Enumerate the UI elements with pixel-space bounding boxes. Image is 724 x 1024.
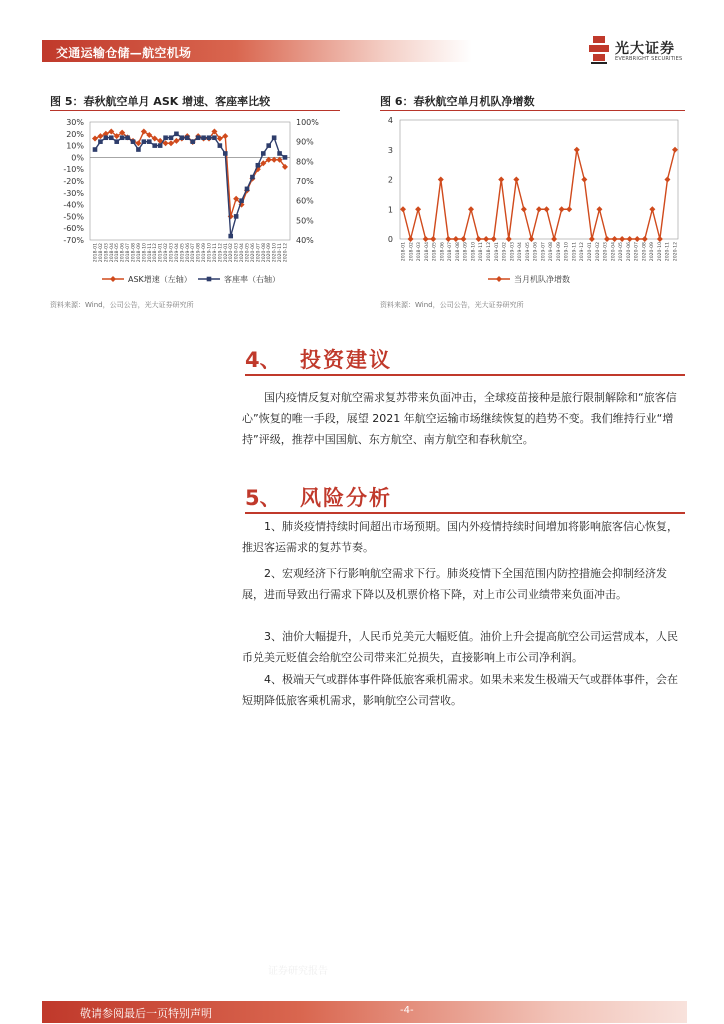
figure5-rule <box>50 110 340 111</box>
data-point <box>544 206 550 212</box>
section4-paragraph: 国内疫情反复对航空需求复苏带来负面冲击，全球疫苗接种是旅行限制解除和“旅客信心”恢复的唯一手段，展望 2021 年航空运输市场继续恢复的趋势不变。我们维持行业“增持”评级，推荐中国国航、东方航空、南方航空和春秋航空。 <box>242 391 677 446</box>
y-tick-label: 2 <box>387 175 393 185</box>
x-tick-label: 2019-09 <box>202 243 208 263</box>
data-point <box>283 155 288 160</box>
x-tick-label: 2018-12 <box>486 242 492 262</box>
data-point <box>551 236 557 242</box>
x-tick-label: 2018-04 <box>109 243 115 263</box>
x-tick-label: 2020-10 <box>272 243 278 263</box>
data-point <box>277 151 282 156</box>
data-point <box>453 236 459 242</box>
right-axis-tick-label: 40% <box>296 236 314 245</box>
x-tick-label: 2018-01 <box>93 243 99 263</box>
x-tick-label: 2019-10 <box>207 243 213 263</box>
x-tick-label: 2018-11 <box>147 243 153 263</box>
x-tick-label: 2018-05 <box>115 243 121 263</box>
x-tick-label: 2020-10 <box>657 242 663 262</box>
series-line-1 <box>95 131 285 216</box>
data-point <box>513 177 519 183</box>
data-point <box>234 214 239 219</box>
x-tick-label: 2019-03 <box>510 242 516 262</box>
data-point <box>250 175 255 180</box>
left-axis-tick-label: -70% <box>63 236 84 245</box>
data-point <box>649 206 655 212</box>
data-point <box>169 135 174 140</box>
x-tick-label: 2020-01 <box>223 243 229 263</box>
x-tick-label: 2018-08 <box>455 242 461 262</box>
x-tick-label: 2020-09 <box>650 242 656 262</box>
data-point <box>604 236 610 242</box>
figure6-source: 资料来源：Wind，公司公告，光大证券研究所 <box>380 301 524 309</box>
x-tick-label: 2018-12 <box>153 243 159 263</box>
right-axis-tick-label: 100% <box>296 118 319 127</box>
figure6-rule <box>380 110 685 111</box>
x-tick-label: 2019-12 <box>218 243 224 263</box>
x-tick-label: 2019-08 <box>549 242 555 262</box>
data-point <box>657 236 663 242</box>
left-axis-tick-label: 20% <box>66 129 84 139</box>
x-tick-label: 2020-02 <box>595 242 601 262</box>
data-point <box>104 135 109 140</box>
x-tick-label: 2019-11 <box>212 243 218 263</box>
risk-item-1: 1、肺炎疫情持续时间超出市场预期。国内外疫情持续时间增加将影响旅客信心恢复，推迟客运需求的复苏节奏。 <box>242 520 678 554</box>
data-point <box>445 236 451 242</box>
left-axis-tick-label: -20% <box>63 177 84 186</box>
data-point <box>460 236 466 242</box>
x-tick-label: 2020-05 <box>619 242 625 262</box>
x-tick-label: 2019-10 <box>564 242 570 262</box>
data-point <box>506 236 512 242</box>
figure5-source: 资料来源：Wind，公司公告，光大证券研究所 <box>50 301 194 309</box>
section5-title: 风险分析 <box>300 486 392 510</box>
series-line-1 <box>403 150 675 239</box>
left-axis-tick-label: -40% <box>63 200 84 210</box>
data-point <box>596 206 602 212</box>
data-point <box>152 143 157 148</box>
data-point <box>574 147 580 153</box>
x-tick-label: 2020-12 <box>673 242 679 262</box>
data-point <box>612 236 618 242</box>
x-tick-label: 2020-02 <box>229 243 235 263</box>
x-tick-label: 2018-05 <box>432 242 438 262</box>
data-point <box>521 206 527 212</box>
logo-mark-icon <box>589 36 609 64</box>
data-point <box>559 206 565 212</box>
data-point <box>136 147 141 152</box>
data-point <box>589 236 595 242</box>
x-tick-label: 2018-07 <box>126 243 132 263</box>
right-axis-tick-label: 50% <box>296 216 314 226</box>
data-point <box>239 198 244 203</box>
legend-marker <box>496 276 502 282</box>
company-logo <box>589 36 685 66</box>
data-point <box>147 139 152 144</box>
data-point <box>142 139 147 144</box>
data-point <box>114 139 119 144</box>
left-axis-tick-label: -30% <box>63 188 84 198</box>
fleet-net-additions-chart <box>380 112 685 298</box>
right-axis-tick-label: 80% <box>296 157 314 167</box>
x-tick-label: 2020-06 <box>250 243 256 263</box>
x-tick-label: 2019-02 <box>164 243 170 263</box>
left-axis-tick-label: -60% <box>63 224 84 234</box>
y-tick-label: 0 <box>387 235 393 244</box>
data-point <box>212 135 217 140</box>
section5-number: 5、 <box>245 486 281 510</box>
x-tick-label: 2019-05 <box>180 243 186 263</box>
data-point <box>498 177 504 183</box>
data-point <box>223 151 228 156</box>
section4-heading <box>245 342 685 376</box>
left-axis-tick-label: 10% <box>66 141 84 151</box>
x-tick-label: 2020-12 <box>283 243 289 263</box>
watermark: 证券研究报告 <box>268 966 328 977</box>
data-point <box>566 206 572 212</box>
x-tick-label: 2018-09 <box>136 243 142 263</box>
data-point <box>222 133 228 139</box>
data-point <box>627 236 633 242</box>
x-tick-label: 2018-03 <box>417 242 423 262</box>
data-point <box>168 140 174 146</box>
data-point <box>98 139 103 144</box>
x-tick-label: 2018-02 <box>98 243 104 263</box>
ask-load-factor-chart <box>50 112 340 298</box>
x-tick-label: 2020-09 <box>267 243 273 263</box>
header-title: 交通运输仓储—航空机场 <box>56 46 192 60</box>
x-tick-label: 2019-01 <box>494 242 500 262</box>
x-tick-label: 2019-11 <box>572 242 578 262</box>
data-point <box>97 133 103 139</box>
x-tick-label: 2018-03 <box>104 243 110 263</box>
x-tick-label: 2020-07 <box>634 242 640 262</box>
x-tick-label: 2019-04 <box>174 243 180 263</box>
left-axis-tick-label: 0% <box>71 153 84 163</box>
data-point <box>163 135 168 140</box>
data-point <box>491 236 497 242</box>
data-point <box>109 135 114 140</box>
data-point <box>423 236 429 242</box>
x-tick-label: 2018-07 <box>448 242 454 262</box>
data-point <box>536 206 542 212</box>
page-number: -4- <box>400 1005 414 1016</box>
x-tick-label: 2020-04 <box>240 243 246 263</box>
x-tick-label: 2019-05 <box>525 242 531 262</box>
logo-english: EVERBRIGHT SECURITIES <box>615 56 683 62</box>
data-point <box>483 236 489 242</box>
x-tick-label: 2020-03 <box>603 242 609 262</box>
data-point <box>266 143 271 148</box>
legend-label: 客座率（右轴） <box>224 275 280 284</box>
legend-marker <box>110 276 116 282</box>
x-tick-label: 2018-06 <box>120 243 126 263</box>
risk-item-2: 2、宏观经济下行影响航空需求下行。肺炎疫情下全国范围内防控措施会抑制经济发展，进而导致出行需求下降以及机票价格下降，对上市公司业绩带来负面冲击。 <box>242 567 667 601</box>
data-point <box>92 136 98 142</box>
risk-item-4: 4、极端天气或群体事件降低旅客乘机需求。如果未来发生极端天气或群体事件，会在短期降低旅客乘机需求，影响航空公司营收。 <box>242 673 678 707</box>
data-point <box>218 143 223 148</box>
legend-marker <box>207 277 212 282</box>
data-point <box>415 206 421 212</box>
x-tick-label: 2018-01 <box>401 242 407 262</box>
x-tick-label: 2019-04 <box>518 242 524 262</box>
data-point <box>672 147 678 153</box>
x-tick-label: 2020-01 <box>588 242 594 262</box>
logo-text: 光大证券 <box>615 41 675 57</box>
x-tick-label: 2020-07 <box>256 243 262 263</box>
data-point <box>642 236 648 242</box>
data-point <box>476 236 482 242</box>
data-point <box>619 236 625 242</box>
data-point <box>190 139 195 144</box>
data-point <box>256 163 261 168</box>
data-point <box>174 132 179 137</box>
data-point <box>180 135 185 140</box>
footer-disclaimer: 敬请参阅最后一页特别声明 <box>80 1007 212 1020</box>
x-tick-label: 2020-08 <box>642 242 648 262</box>
x-tick-label: 2018-10 <box>142 243 148 263</box>
right-axis-tick-label: 60% <box>296 196 314 206</box>
section4-number: 4、 <box>245 348 281 372</box>
x-tick-label: 2019-06 <box>533 242 539 262</box>
x-tick-label: 2020-08 <box>261 243 267 263</box>
x-tick-label: 2018-02 <box>409 242 415 262</box>
x-tick-label: 2018-09 <box>463 242 469 262</box>
x-tick-label: 2018-04 <box>424 242 430 262</box>
x-tick-label: 2019-07 <box>541 242 547 262</box>
data-point <box>158 143 163 148</box>
data-point <box>131 139 136 144</box>
risk-item-3: 3、油价大幅提升，人民币兑美元大幅贬值。油价上升会提高航空公司运营成本，人民币兑美元贬值会给航空公司带来汇兑损失，直接影响上市公司净利润。 <box>242 630 678 664</box>
x-tick-label: 2019-02 <box>502 242 508 262</box>
series-line-2 <box>95 134 285 236</box>
figure5-title: 图 5：春秋航空单月 ASK 增速、客座率比较 <box>50 95 271 108</box>
x-tick-label: 2019-07 <box>191 243 197 263</box>
x-tick-label: 2019-01 <box>158 243 164 263</box>
right-axis-tick-label: 70% <box>296 177 314 186</box>
data-point <box>173 138 179 144</box>
figure6-title: 图 6：春秋航空单月机队净增数 <box>380 95 535 108</box>
left-axis-tick-label: -50% <box>63 212 84 222</box>
x-tick-label: 2019-06 <box>185 243 191 263</box>
section4-title: 投资建议 <box>300 348 392 372</box>
data-point <box>185 135 190 140</box>
data-point <box>272 135 277 140</box>
data-point <box>408 236 414 242</box>
x-tick-label: 2020-06 <box>626 242 632 262</box>
x-tick-label: 2020-11 <box>665 242 671 262</box>
x-tick-label: 2018-08 <box>131 243 137 263</box>
data-point <box>400 206 406 212</box>
x-tick-label: 2019-09 <box>556 242 562 262</box>
x-tick-label: 2018-11 <box>479 242 485 262</box>
legend-label: 当月机队净增数 <box>514 275 570 284</box>
data-point <box>468 206 474 212</box>
x-tick-label: 2019-12 <box>580 242 586 262</box>
data-point <box>228 234 233 239</box>
x-tick-label: 2020-05 <box>245 243 251 263</box>
data-point <box>528 236 534 242</box>
left-axis-tick-label: 30% <box>66 118 84 127</box>
y-tick-label: 1 <box>387 205 393 215</box>
data-point <box>120 135 125 140</box>
data-point <box>93 147 98 152</box>
data-point <box>245 187 250 192</box>
data-point <box>664 177 670 183</box>
data-point <box>261 151 266 156</box>
data-point <box>581 177 587 183</box>
x-tick-label: 2020-11 <box>278 243 284 263</box>
x-tick-label: 2020-04 <box>611 242 617 262</box>
right-axis-tick-label: 90% <box>296 137 314 147</box>
data-point <box>430 236 436 242</box>
x-tick-label: 2019-08 <box>196 243 202 263</box>
data-point <box>438 177 444 183</box>
x-tick-label: 2019-03 <box>169 243 175 263</box>
x-tick-label: 2018-06 <box>440 242 446 262</box>
data-point <box>207 135 212 140</box>
data-point <box>196 135 201 140</box>
legend-label: ASK增速（左轴） <box>128 275 192 284</box>
x-tick-label: 2020-03 <box>234 243 240 263</box>
y-tick-label: 3 <box>387 145 393 155</box>
y-tick-label: 4 <box>387 116 393 125</box>
data-point <box>201 135 206 140</box>
section5-heading <box>245 480 685 514</box>
left-axis-tick-label: -10% <box>63 165 84 175</box>
x-tick-label: 2018-10 <box>471 242 477 262</box>
data-point <box>634 236 640 242</box>
data-point <box>125 135 130 140</box>
